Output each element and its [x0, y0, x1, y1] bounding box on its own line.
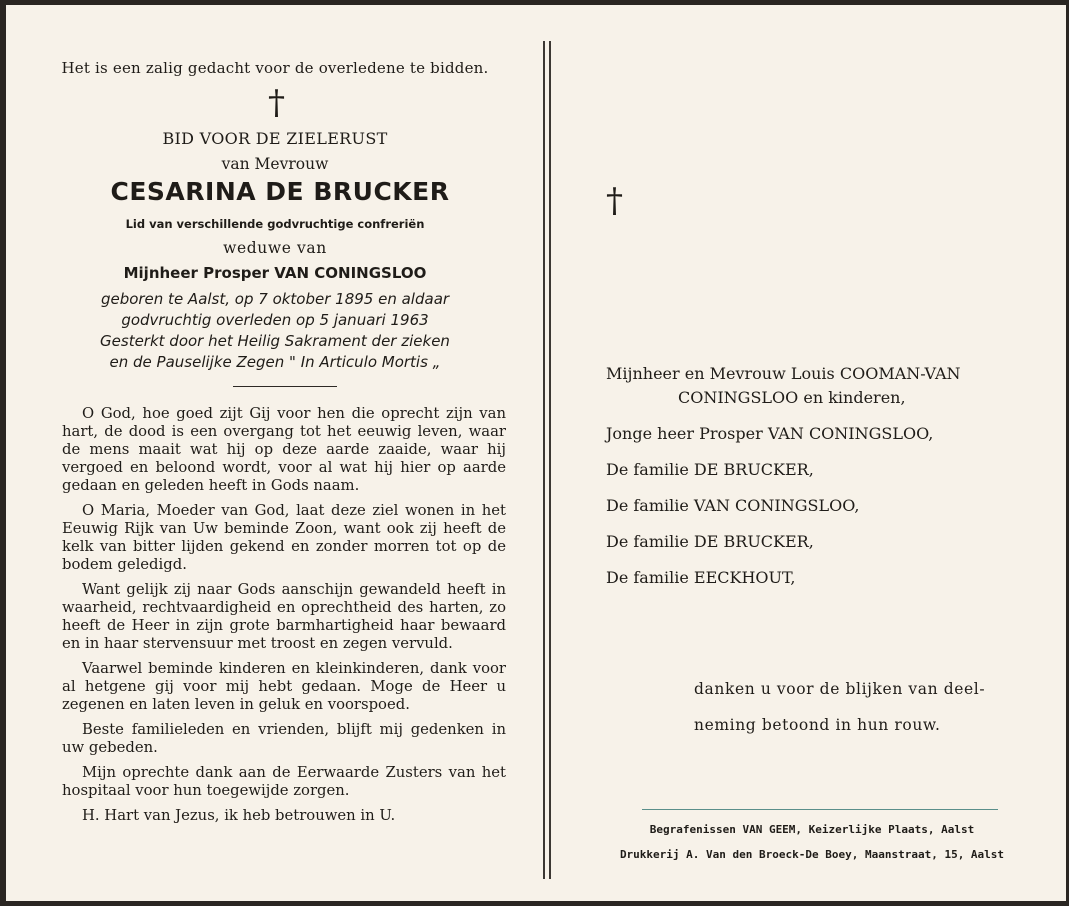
family-line: De familie VAN CONINGSLOO, — [606, 496, 860, 515]
family-line: CONINGSLOO en kinderen, — [678, 388, 906, 407]
sacrament-text: Gesterkt door het Heilig Sakrament der zieken — [100, 332, 450, 350]
thanks-line: danken u voor de blijken van deel- — [694, 680, 986, 698]
van-mevrouw: van Mevrouw — [221, 155, 329, 173]
fold-line — [543, 41, 545, 879]
thanks-text — [694, 671, 1014, 743]
prayer-text — [62, 405, 506, 832]
family-line: Mijnheer en Mevrouw Louis COOMAN-VAN — [606, 364, 961, 383]
prayer-paragraph: Mijn oprechte dank aan de Eerwaarde Zusters van het hospitaal voor hun toegewijde zorgen. — [62, 764, 506, 799]
heading-bid: BID VOOR DE ZIELERUST — [162, 129, 388, 148]
prayer-paragraph: O Maria, Moeder van God, laat deze ziel wonen in het Eeuwig Rijk van Uw beminde Zoon, want ook zij heeft de kelk van bitter lijden gekend en zonder morren tot op de bodem geledigd. — [62, 502, 506, 573]
cross-icon: † — [606, 181, 623, 221]
divider-rule — [233, 386, 337, 387]
left-panel — [40, 45, 540, 885]
husband-name: Mijnheer Prosper VAN CONINGSLOO — [123, 264, 427, 282]
family-line: De familie DE BRUCKER, — [606, 460, 814, 479]
deceased-name: CESARINA DE BRUCKER — [110, 177, 450, 206]
membership-text: Lid van verschillende godvruchtige confreriën — [125, 217, 425, 231]
prayer-paragraph: Want gelijk zij naar Gods aanschijn gewandeld heeft in waarheid, rechtvaardigheid en oprechtheid des harten, zo heeft de Heer in zijn grote barmhartigheid haar bewaard en in haar stervensuur met troost en zegen vervuld. — [62, 581, 506, 652]
blessing-text: en de Pauselijke Zegen " In Articulo Mortis „ — [109, 353, 441, 371]
prayer-paragraph: Vaarwel beminde kinderen en kleinkinderen, dank voor al hetgene gij voor mij hebt gedaan. Moge de Heer u zegenen en laten leven in geluk en voorspoed. — [62, 660, 506, 713]
family-line: De familie DE BRUCKER, — [606, 532, 814, 551]
right-panel — [562, 45, 1062, 885]
memorial-card — [6, 5, 1066, 901]
printer-rule — [642, 809, 998, 810]
born-text: geboren te Aalst, op 7 oktober 1895 en aldaar — [100, 290, 450, 308]
prayer-paragraph: O God, hoe goed zijt Gij voor hen die oprecht zijn van hart, de dood is een overgang tot het eeuwig leven, waar de mens maait wat hij op deze aarde zaaide, waar hij vergoed en beloond wordt, voor al wat hij hier op aarde gedaan en geleden heeft in Gods naam. — [62, 405, 506, 494]
died-text: godvruchtig overleden op 5 januari 1963 — [121, 311, 429, 329]
prayer-paragraph: H. Hart van Jezus, ik heb betrouwen in U. — [82, 807, 396, 824]
family-list — [606, 364, 1036, 588]
thanks-line: neming betoond in hun rouw. — [694, 716, 941, 734]
printer-line: Drukkerij A. Van den Broeck-De Boey, Maanstraat, 15, Aalst — [619, 848, 1005, 861]
undertaker-line: Begrafenissen VAN GEEM, Keizerlijke Plaats, Aalst — [649, 823, 975, 836]
family-line: Jonge heer Prosper VAN CONINGSLOO, — [606, 424, 934, 443]
cross-icon: † — [268, 83, 285, 123]
weduwe-text: weduwe van — [223, 239, 327, 257]
prayer-paragraph: Beste familieleden en vrienden, blijft mij gedenken in uw gebeden. — [62, 721, 506, 756]
fold-line — [549, 41, 551, 879]
intro-text: Het is een zalig gedacht voor de overledene te bidden. — [61, 59, 489, 77]
family-line: De familie EECKHOUT, — [606, 568, 796, 587]
